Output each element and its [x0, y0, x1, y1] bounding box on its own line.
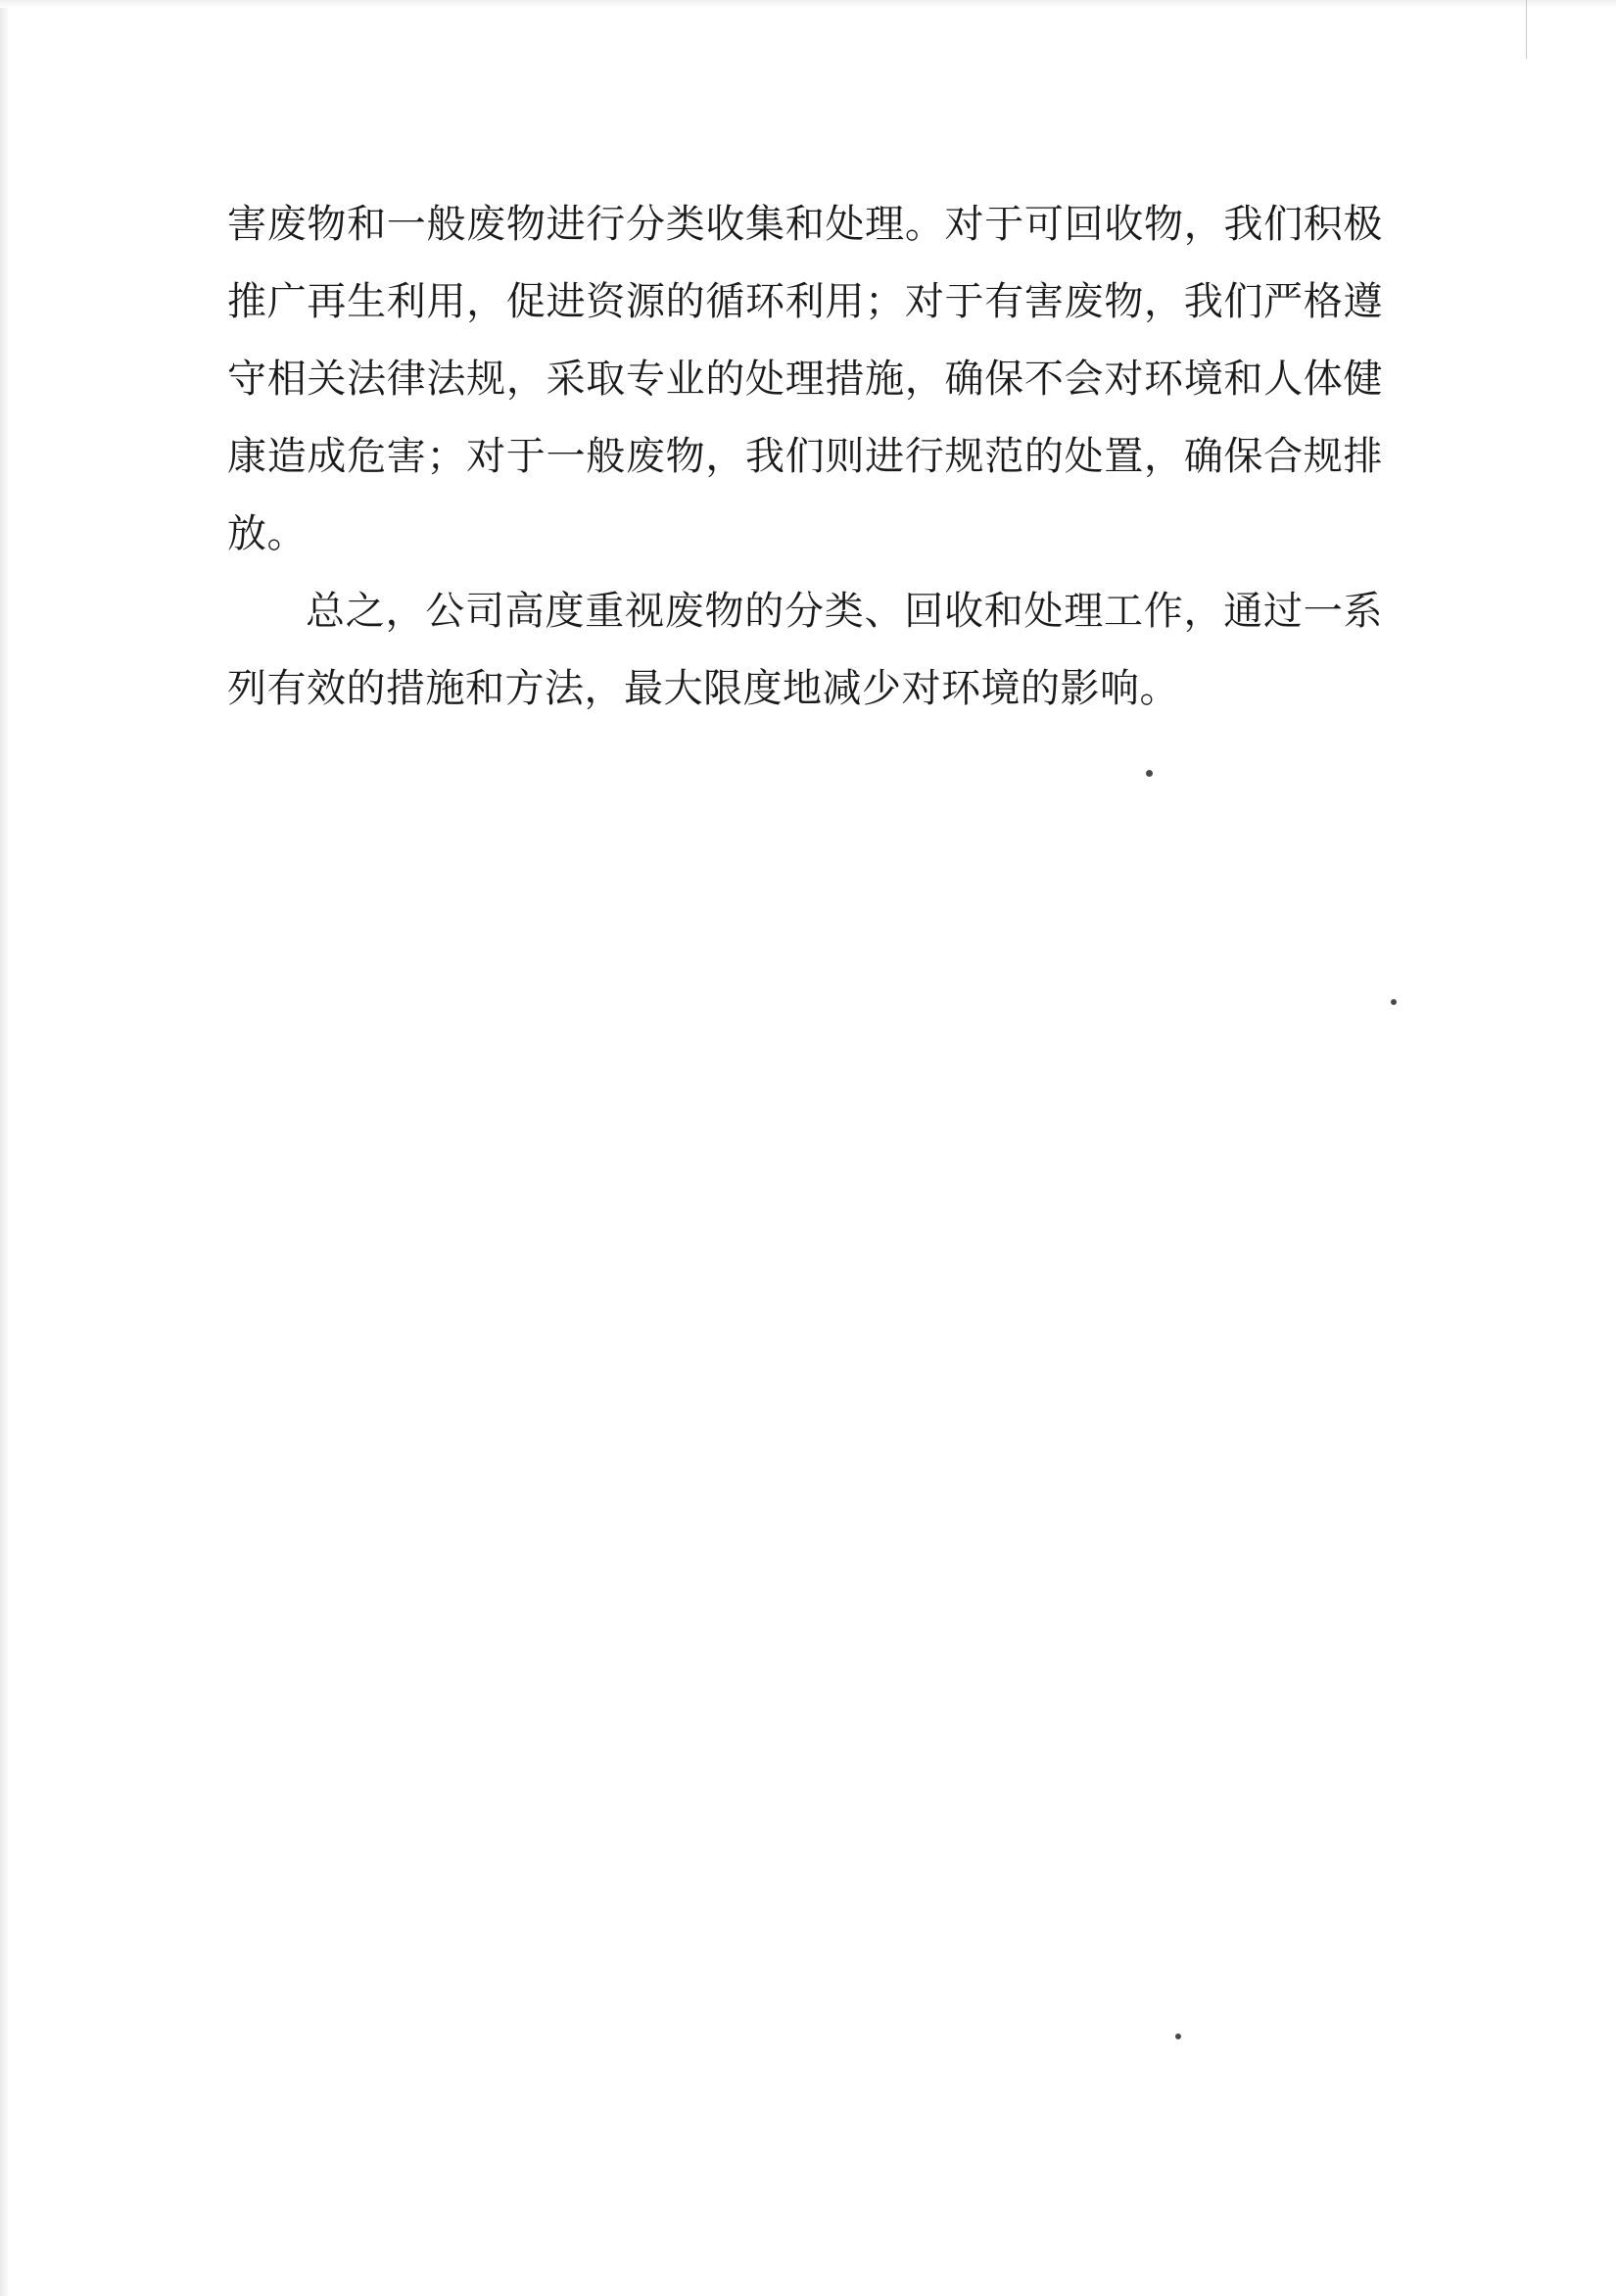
scan-speck-lower — [1175, 2033, 1181, 2039]
paragraph-summary: 总之，公司高度重视废物的分类、回收和处理工作，通过一系列有效的措施和方法，最大限度地减少对环境的影响。 — [227, 589, 1383, 711]
scan-edge-top — [0, 0, 1616, 8]
scan-edge-right-mark — [1526, 0, 1527, 59]
scan-edge-left — [0, 0, 10, 2296]
scan-speck-upper — [1146, 770, 1153, 777]
scan-speck-middle — [1391, 999, 1397, 1005]
document-text-block — [227, 186, 1383, 728]
paragraph-waste-handling: 害废物和一般废物进行分类收集和处理。对于可回收物，我们积极推广再生利用，促进资源的循环利用；对于有害废物，我们严格遵守相关法律法规，采取专业的处理措施，确保不会对环境和人体健康造成危害；对于一般废物，我们则进行规范的处置，确保合规排放。 — [227, 202, 1383, 556]
